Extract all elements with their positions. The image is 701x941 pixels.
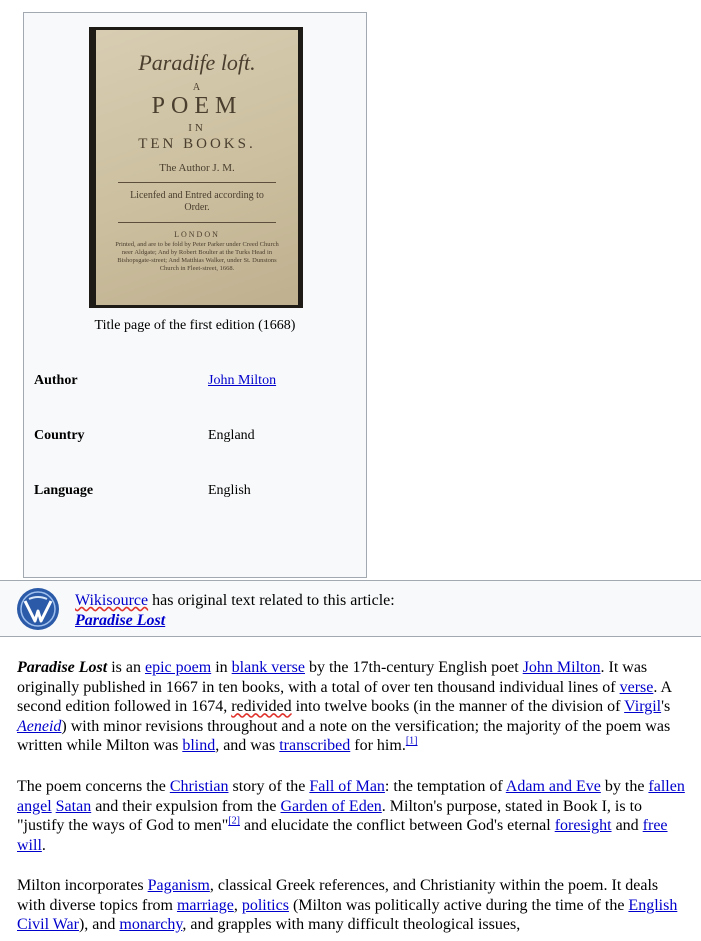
text: . It was originally published in 1667 in ten books, with a total of over ten thousand individual lines of [17, 659, 648, 696]
paragraph-intro [17, 658, 689, 756]
text: , and was [215, 737, 280, 755]
cover-title: Paradife loft. [138, 50, 256, 75]
infobox-value: English [208, 483, 251, 498]
article-subject: Paradise Lost [17, 659, 108, 676]
link-monarchy[interactable]: monarchy [119, 916, 183, 934]
image-caption: Title page of the first edition (1668) [94, 318, 296, 333]
link-transcribed[interactable]: transcribed [279, 737, 351, 755]
cover-rule-top [118, 182, 276, 183]
paragraph-subject [17, 777, 689, 855]
paragraph-themes [17, 876, 689, 935]
text: Milton incorporates [17, 877, 148, 894]
wikisource-icon [16, 587, 60, 631]
misspelled-word: redivided [231, 698, 292, 716]
cover-london: LONDON [174, 230, 220, 239]
infobox-label: Author [34, 373, 78, 388]
wikisource-box [0, 580, 701, 637]
author-link[interactable]: John Milton [208, 373, 277, 388]
text: ), and [78, 916, 120, 934]
text: (Milton was politically active during the time of the [288, 896, 629, 914]
infobox-label: Language [34, 483, 94, 498]
link-epic-poem[interactable]: epic poem [145, 659, 212, 676]
title-page-image[interactable] [89, 27, 303, 308]
link-aeneid[interactable]: Aeneid [17, 717, 62, 735]
text: story of the [228, 778, 310, 795]
link-john-milton[interactable]: John Milton [522, 659, 601, 676]
cover-in: IN [188, 122, 206, 134]
link-satan[interactable]: Satan [55, 797, 92, 815]
link-fallen-angel[interactable]: fallen angel [17, 778, 685, 815]
cover-rule-bottom [118, 222, 276, 223]
text: and [611, 817, 643, 835]
cover-poem: POEM [151, 93, 243, 119]
link-verse[interactable]: verse [619, 678, 654, 696]
text: , [233, 896, 242, 914]
text: . Milton's purpose, stated in Book I, is to "justify the ways of God to men" [17, 797, 643, 835]
text: , classical Greek references, and Christianity within the poem. It deals with diverse topics from [17, 877, 659, 914]
wikisource-desc: has original text related to this article: [148, 592, 395, 609]
link-politics[interactable]: politics [241, 896, 289, 914]
reference-2[interactable]: [2] [228, 815, 240, 827]
infobox-label: Country [34, 428, 85, 443]
link-marriage[interactable]: marriage [176, 896, 234, 914]
wikisource-link[interactable]: Wikisource [75, 592, 149, 609]
link-virgil[interactable]: Virgil [624, 698, 662, 716]
infobox-value: England [208, 428, 255, 443]
link-english-civil-war[interactable]: English Civil War [17, 896, 678, 934]
cover-books: TEN BOOKS. [138, 136, 256, 152]
text: by the 17th-century English poet [304, 659, 523, 676]
text: The poem concerns the [17, 778, 170, 795]
text: in [211, 659, 232, 676]
cover-imprint: Printed, and are to be fold by Peter Parker under Creed Church neer Aldgate; And by Robert Boulter at the Turks Head in Bishopsgate-street; And Matthias Walker, under St. Dunstons Church in Fleet-street, 1668. [115, 241, 279, 272]
text: : the temptation of [384, 778, 506, 795]
link-blank-verse[interactable]: blank verse [231, 659, 305, 676]
text: 's [661, 698, 671, 716]
wikisource-paradise-lost-link[interactable]: Paradise Lost [75, 612, 166, 629]
cover-a: A [192, 82, 202, 93]
text: by the [600, 778, 649, 795]
link-blind[interactable]: blind [182, 737, 216, 755]
infobox [23, 12, 367, 578]
text: . [41, 836, 46, 854]
text: , and grapples with many difficult theological issues, [182, 916, 521, 934]
text: into twelve books (in the manner of the division of [291, 698, 625, 716]
text: . A second edition followed in 1674, [17, 678, 672, 716]
link-fall-of-man[interactable]: Fall of Man [309, 778, 385, 795]
link-adam-and-eve[interactable]: Adam and Eve [505, 778, 601, 795]
cover-licensed: Licenfed and Entred according to Order. [130, 190, 264, 213]
link-foresight[interactable]: foresight [554, 817, 612, 835]
wikisource-text [75, 591, 395, 631]
text: and elucidate the conflict between God's eternal [239, 817, 555, 835]
text: and their expulsion from the [91, 797, 281, 815]
link-garden-of-eden[interactable]: Garden of Eden [280, 797, 382, 815]
link-free-will[interactable]: free will [17, 817, 668, 854]
link-paganism[interactable]: Paganism [147, 877, 210, 894]
title-page-paper [96, 30, 298, 305]
reference-1[interactable]: [1] [405, 736, 418, 748]
text: for him. [350, 737, 406, 755]
link-christian[interactable]: Christian [169, 778, 229, 795]
cover-author: The Author J. M. [159, 162, 235, 174]
text: is an [107, 659, 145, 676]
text: ) with minor revisions throughout and a note on the versification; the majority of the poem was written while Milton was [17, 717, 671, 755]
